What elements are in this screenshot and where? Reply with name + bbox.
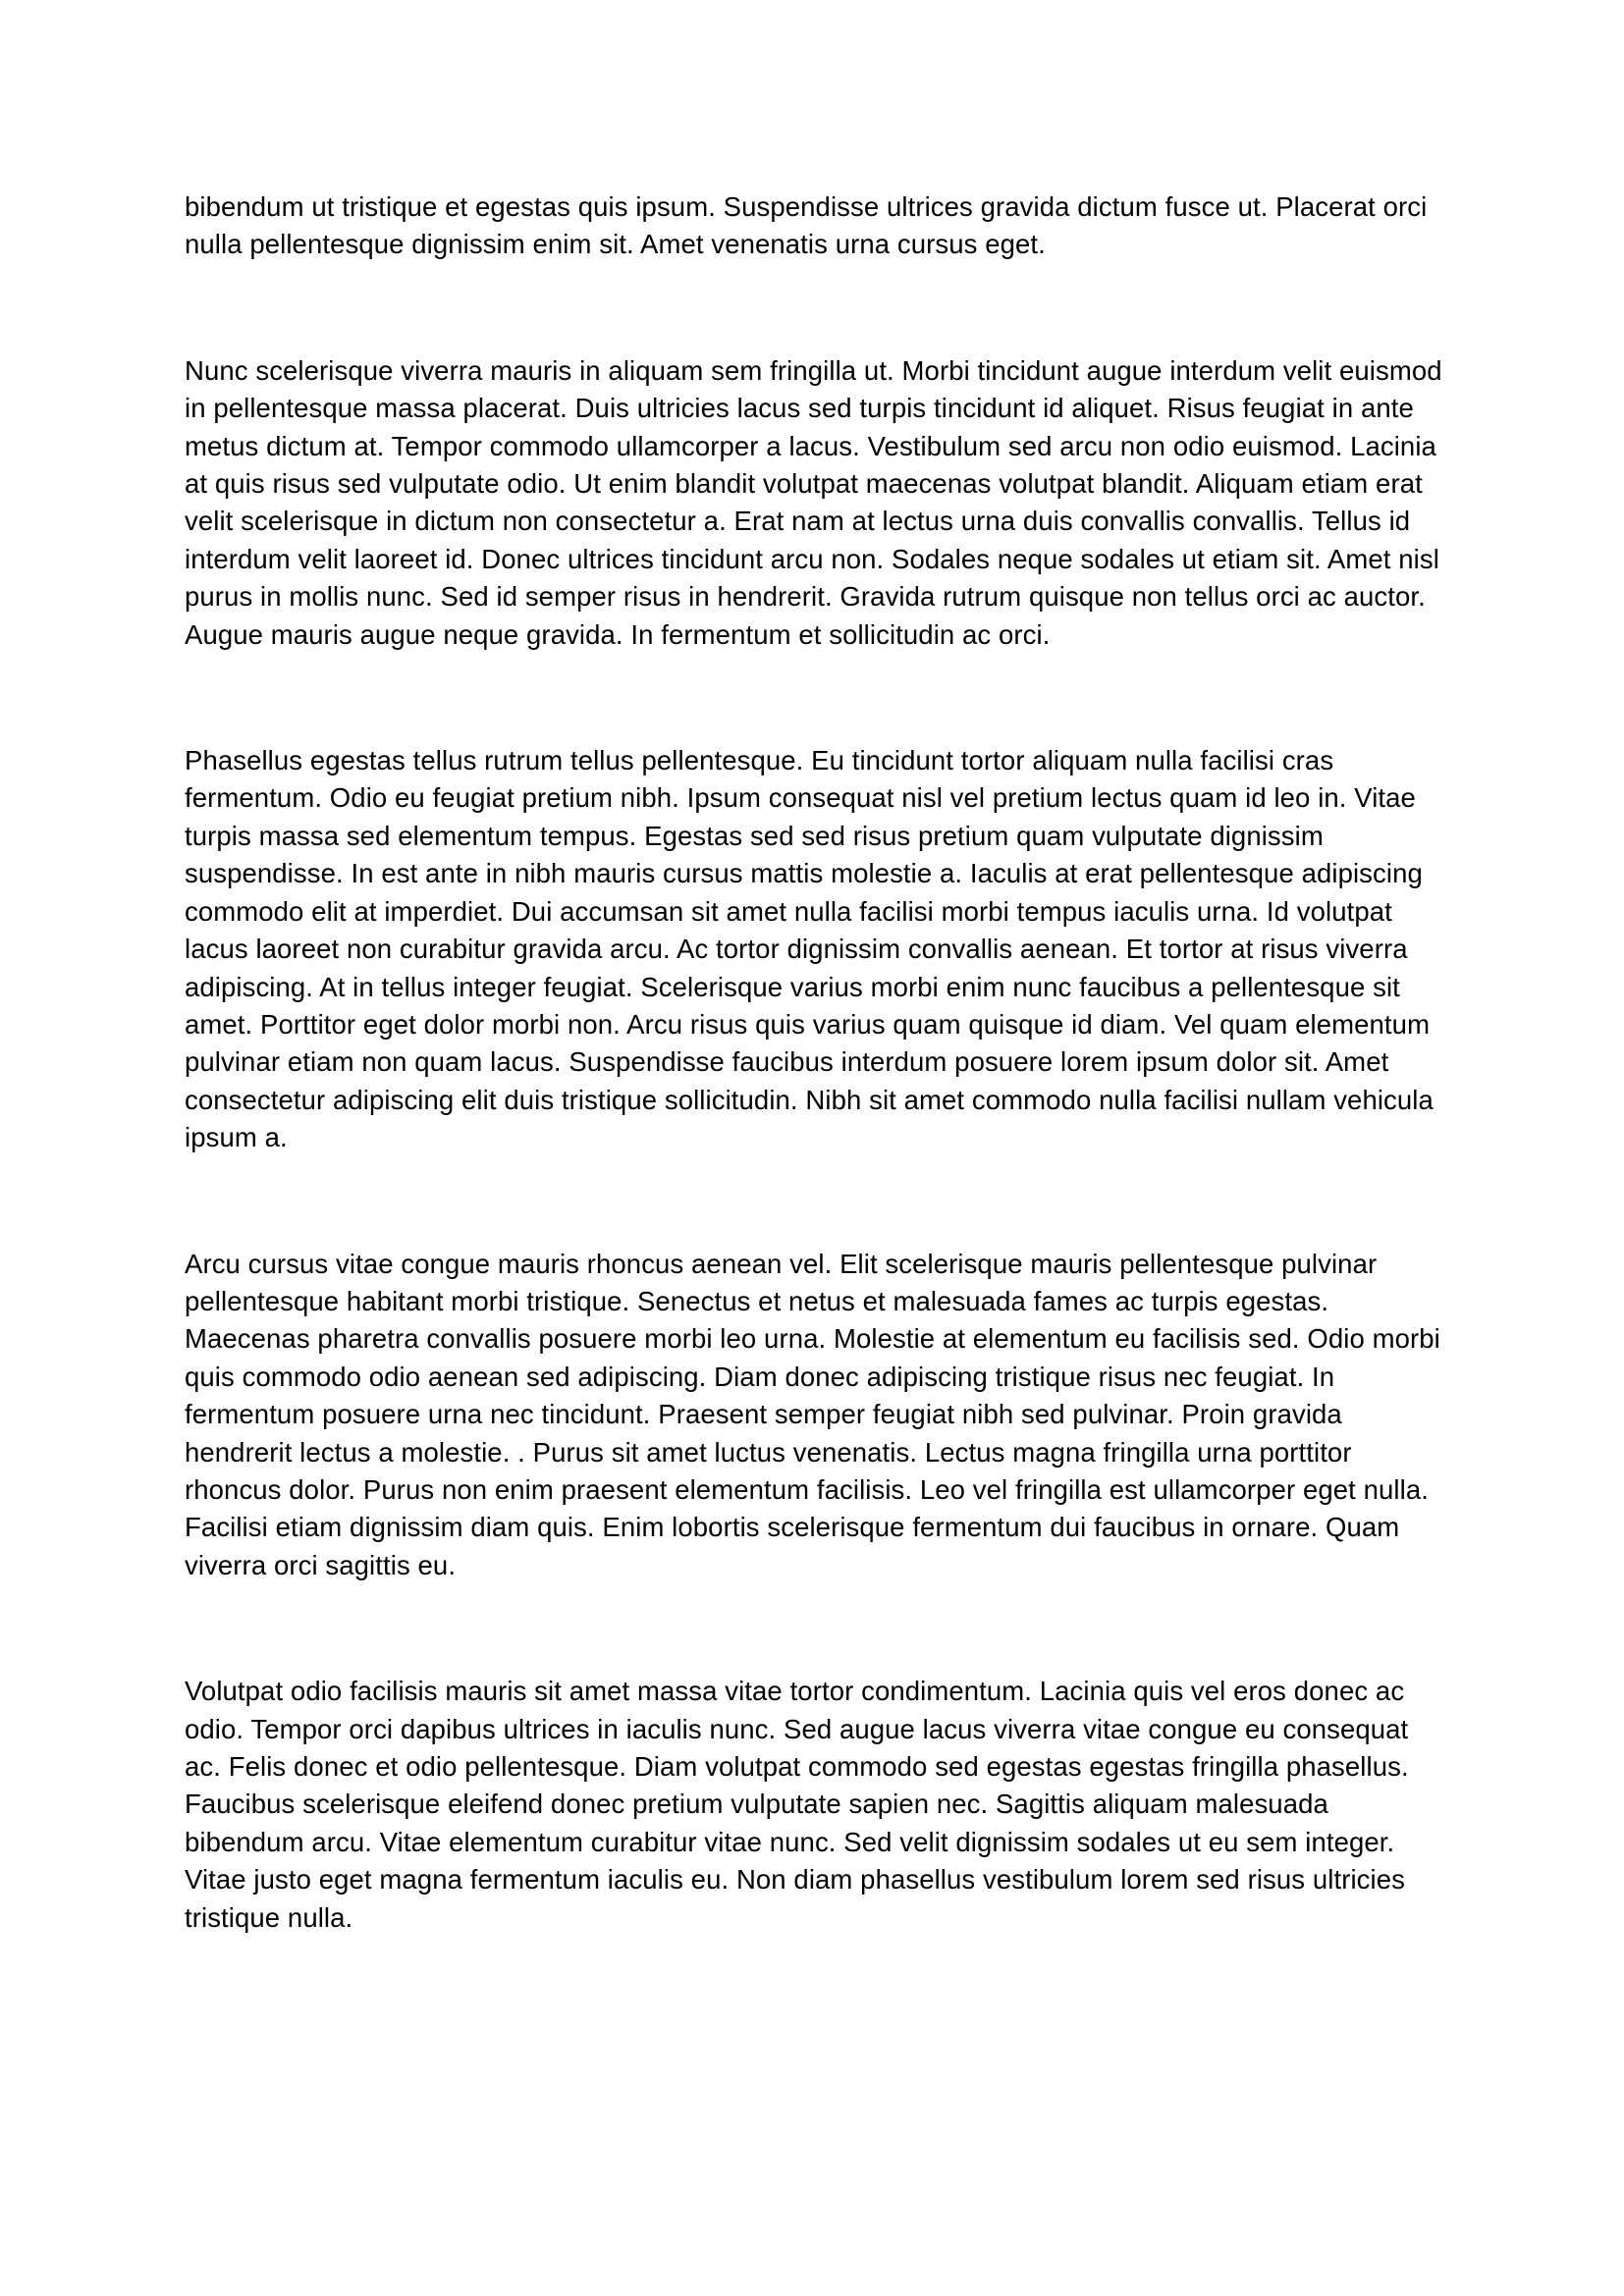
body-paragraph-1: bibendum ut tristique et egestas quis ipsum. Suspendisse ultrices gravida dictum fusce ut. Placerat orci nulla pellentesque dignissim enim sit. Amet venenatis urna cursus eget.	[185, 191, 1428, 260]
document-body	[185, 188, 1446, 1937]
body-paragraph-5: Volutpat odio facilisis mauris sit amet massa vitae tortor condimentum. Lacinia quis vel eros donec ac odio. Tempor orci dapibus ultrices in iaculis nunc. Sed augue lacus viverra vitae congue eu consequat ac. Felis donec et odio pellentesque. Diam volutpat commodo sed egestas egestas fringilla phasellus. Faucibus scelerisque eleifend donec pretium vulputate sapien nec. Sagittis aliquam malesuada bibendum arcu. Vitae elementum curabitur vitae nunc. Sed velit dignissim sodales ut eu sem integer. Vitae justo eget magna fermentum iaculis eu. Non diam phasellus vestibulum lorem sed risus ultricies tristique nulla.	[185, 1676, 1409, 1933]
body-paragraph-2: Nunc scelerisque viverra mauris in aliquam sem fringilla ut. Morbi tincidunt augue interdum velit euismod in pellentesque massa placerat. Duis ultricies lacus sed turpis tincidunt id aliquet. Risus feugiat in ante metus dictum at. Tempor commodo ullamcorper a lacus. Vestibulum sed arcu non odio euismod. Lacinia at quis risus sed vulputate odio. Ut enim blandit volutpat maecenas volutpat blandit. Aliquam etiam erat velit scelerisque in dictum non consectetur a. Erat nam at lectus urna duis convallis convallis. Tellus id interdum velit laoreet id. Donec ultrices tincidunt arcu non. Sodales neque sodales ut etiam sit. Amet nisl purus in mollis nunc. Sed id semper risus in hendrerit. Gravida rutrum quisque non tellus orci ac auctor. Augue mauris augue neque gravida. In fermentum et sollicitudin ac orci.	[185, 354, 1442, 650]
body-paragraph-4: Arcu cursus vitae congue mauris rhoncus aenean vel. Elit scelerisque mauris pellentesque pulvinar pellentesque habitant morbi tristique. Senectus et netus et malesuada fames ac turpis egestas. Maecenas pharetra convallis posuere morbi leo urna. Molestie at elementum eu facilisis sed. Odio morbi quis commodo odio aenean sed adipiscing. Diam donec adipiscing tristique risus nec feugiat. In fermentum posuere urna nec tincidunt. Praesent semper feugiat nibh sed pulvinar. Proin gravida hendrerit lectus a molestie. . Purus sit amet luctus venenatis. Lectus magna fringilla urna porttitor rhoncus dolor. Purus non enim praesent elementum facilisis. Leo vel fringilla est ullamcorper eget nulla. Facilisi etiam dignissim diam quis. Enim lobortis scelerisque fermentum dui faucibus in ornare. Quam viverra orci sagittis eu.	[185, 1248, 1440, 1580]
body-paragraph-3: Phasellus egestas tellus rutrum tellus pellentesque. Eu tincidunt tortor aliquam nulla facilisi cras fermentum. Odio eu feugiat pretium nibh. Ipsum consequat nisl vel pretium lectus quam id leo in. Vitae turpis massa sed elementum tempus. Egestas sed sed risus pretium quam vulputate dignissim suspendisse. In est ante in nibh mauris cursus mattis molestie a. Iaculis at erat pellentesque adipiscing commodo elit at imperdiet. Dui accumsan sit amet nulla facilisi morbi tempus iaculis urna. Id volutpat lacus laoreet non curabitur gravida arcu. Ac tortor dignissim convallis aenean. Et tortor at risus viverra adipiscing. At in tellus integer feugiat. Scelerisque varius morbi enim nunc faucibus a pellentesque sit amet. Porttitor eget dolor morbi non. Arcu risus quis varius quam quisque id diam. Vel quam elementum pulvinar etiam non quam lacus. Suspendisse faucibus interdum posuere lorem ipsum dolor sit. Amet consectetur adipiscing elit duis tristique sollicitudin. Nibh sit amet commodo nulla facilisi nullam vehicula ipsum a.	[185, 745, 1434, 1153]
